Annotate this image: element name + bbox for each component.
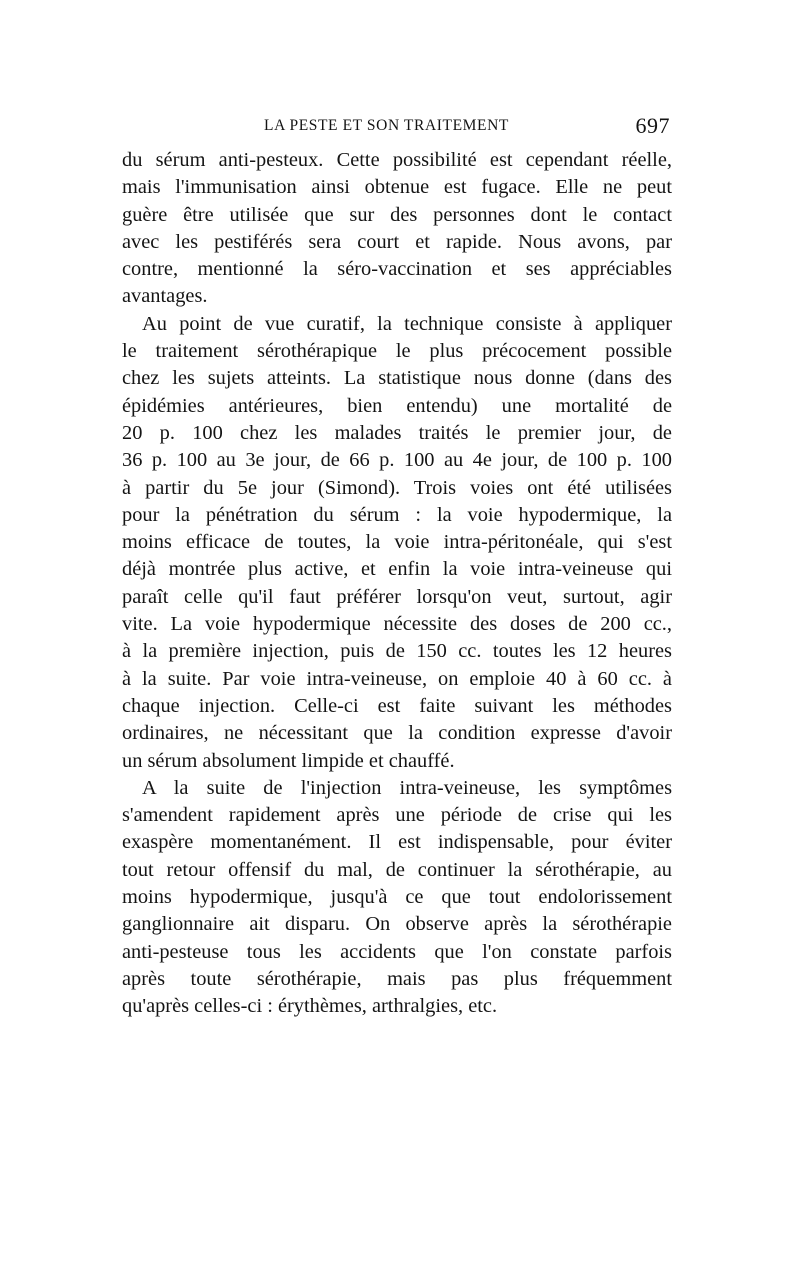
text-line: le traitement sérothérapique le plus précocement possible xyxy=(122,340,672,363)
running-head xyxy=(122,113,672,143)
text-line: du sérum anti-pesteux. Cette possibilité est cependant réelle, xyxy=(122,149,672,171)
text-line: avec les pestiférés sera court et rapide. Nous avons, par xyxy=(122,230,672,253)
paragraph-2 xyxy=(122,311,672,775)
text-line: mais l'immunisation ainsi obtenue est fugace. Elle ne peut xyxy=(122,176,672,199)
paragraph-3 xyxy=(122,775,672,1021)
text-line: avantages. xyxy=(122,285,208,308)
text-line: paraît celle qu'il faut préférer lorsqu'on veut, surtout, agir xyxy=(122,585,672,608)
text-line: 20 p. 100 chez les malades traités le premier jour, de xyxy=(122,421,672,444)
running-title: LA PESTE ET SON TRAITEMENT xyxy=(264,117,509,134)
text-line: vite. La voie hypodermique nécessite des doses de 200 cc., xyxy=(122,613,672,636)
text-line: s'amendent rapidement après une période de crise qui les xyxy=(122,804,672,827)
text-line: contre, mentionné la séro-vaccination et ses appréciables xyxy=(122,258,672,281)
text-line: après toute sérothérapie, mais pas plus fréquemment xyxy=(122,967,672,990)
text-line: anti-pesteuse tous les accidents que l'on constate parfois xyxy=(122,940,672,963)
text-line: chez les sujets atteints. La statistique nous donne (dans des xyxy=(122,367,672,390)
text-line: épidémies antérieures, bien entendu) une mortalité de xyxy=(122,394,672,417)
text-line: guère être utilisée que sur des personnes dont le contact xyxy=(122,203,672,226)
text-line: déjà montrée plus active, et enfin la voie intra-veineuse qui xyxy=(122,558,672,581)
text-line: Au point de vue curatif, la technique consiste à appliquer xyxy=(142,312,672,335)
text-line: à la première injection, puis de 150 cc. toutes les 12 heures xyxy=(122,640,672,663)
text-line: moins hypodermique, jusqu'à ce que tout endolorissement xyxy=(122,886,672,909)
text-line: à partir du 5e jour (Simond). Trois voies ont été utilisées xyxy=(122,476,672,499)
text-line: A la suite de l'injection intra-veineuse, les symptômes xyxy=(142,776,672,799)
page-number: 697 xyxy=(635,113,670,138)
text-line: tout retour offensif du mal, de continuer la sérothérapie, au xyxy=(122,858,672,881)
text-line: qu'après celles-ci : érythèmes, arthralgies, etc. xyxy=(122,995,498,1018)
text-line: à la suite. Par voie intra-veineuse, on emploie 40 à 60 cc. à xyxy=(122,667,672,690)
text-line: chaque injection. Celle-ci est faite suivant les méthodes xyxy=(122,694,672,717)
body-text xyxy=(122,147,672,1021)
text-line: ordinaires, ne nécessitant que la condition expresse d'avoir xyxy=(122,722,672,745)
text-line: pour la pénétration du sérum : la voie hypodermique, la xyxy=(122,503,672,526)
text-line: 36 p. 100 au 3e jour, de 66 p. 100 au 4e jour, de 100 p. 100 xyxy=(122,449,672,472)
text-line: moins efficace de toutes, la voie intra-péritonéale, qui s'est xyxy=(122,531,672,554)
text-line: un sérum absolument limpide et chauffé. xyxy=(122,749,455,772)
text-line: exaspère momentanément. Il est indispensable, pour éviter xyxy=(122,831,672,854)
text-line: ganglionnaire ait disparu. On observe après la sérothérapie xyxy=(122,913,672,936)
paragraph-1 xyxy=(122,147,672,311)
